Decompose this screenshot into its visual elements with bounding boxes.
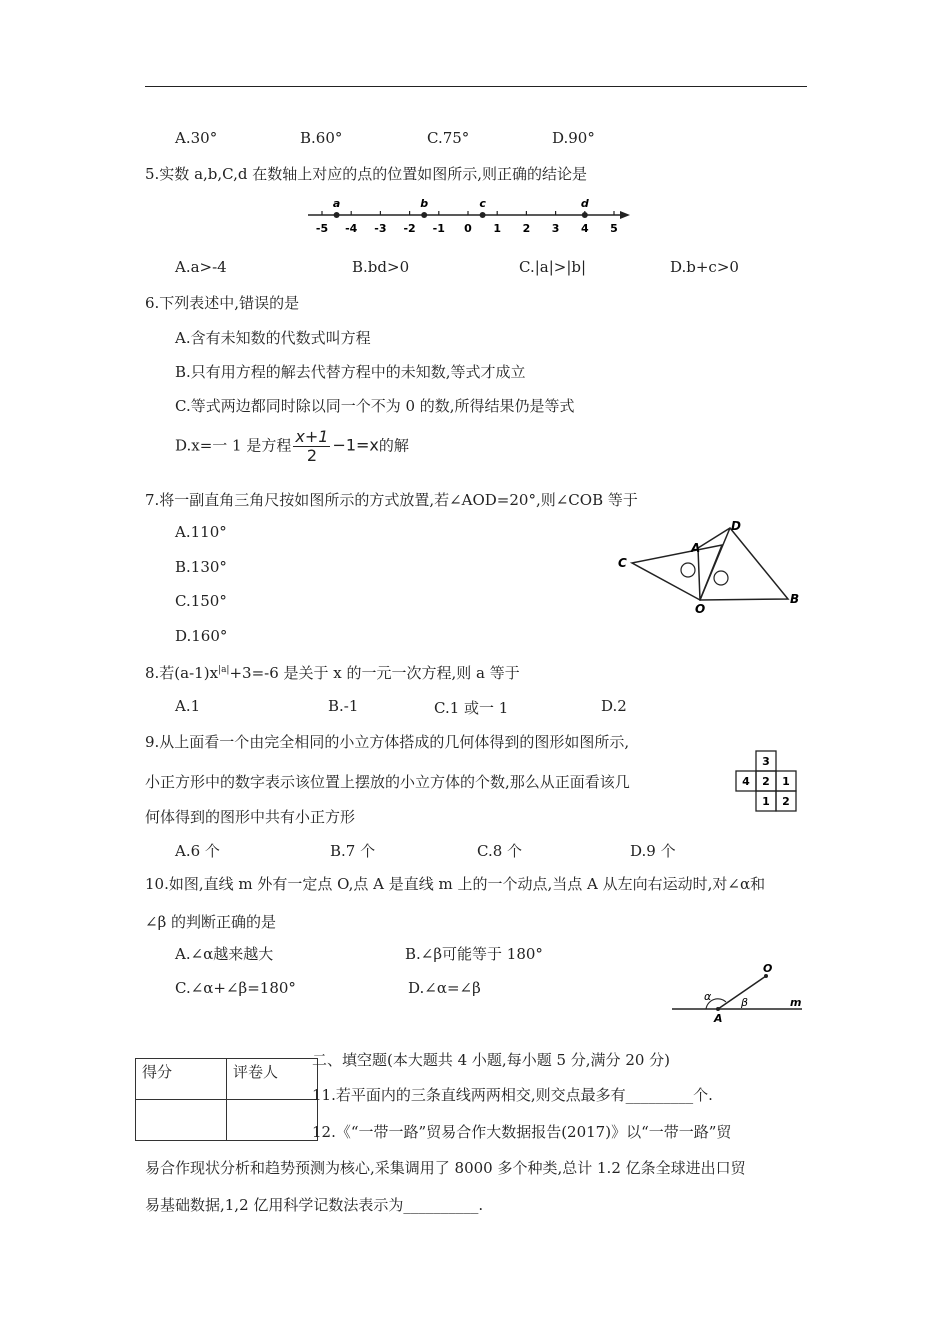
q7-triangle-2 xyxy=(698,528,788,600)
q10-line-1: 10.如图,直线 m 外有一定点 O,点 A 是直线 m 上的一个动点,当点 A 从左向右运动时,对∠α和 xyxy=(145,875,766,893)
q9-top-view-grid xyxy=(730,748,810,818)
q12-line-3: 易基础数据,1,2 亿用科学记数法表示为__________. xyxy=(145,1196,484,1214)
q7-triangles-figure xyxy=(610,515,810,615)
q5-tick-label: 2 xyxy=(522,222,531,235)
q10-option-d[interactable]: D.∠α=∠β xyxy=(408,979,481,997)
q12-line-2: 易合作现状分析和趋势预测为核心,采集调用了 8000 多个种类,总计 1.2 亿条全球进出口贸 xyxy=(145,1159,746,1177)
q8-stem-b: +3=-6 是关于 x 的一元一次方程,则 a 等于 xyxy=(229,664,520,682)
score-header: 得分 xyxy=(136,1059,227,1100)
q5-tick-label: 5 xyxy=(610,222,618,235)
q6-option-c[interactable]: C.等式两边都同时除以同一个不为 0 的数,所得结果仍是等式 xyxy=(175,397,575,415)
q5-tick-label: -3 xyxy=(374,222,387,235)
grader-header: 评卷人 xyxy=(227,1059,318,1100)
q5-tick-label: -2 xyxy=(403,222,416,235)
q5-tick-label: -1 xyxy=(432,222,445,235)
q8-option-c[interactable]: C.1 或一 1 xyxy=(434,699,509,717)
q9-cell-1: 1 xyxy=(782,775,790,788)
q8-option-a[interactable]: A.1 xyxy=(175,697,201,715)
q9-line-3: 何体得到的图形中共有小正方形 xyxy=(145,808,356,826)
q5-tick-label: 1 xyxy=(493,222,502,235)
q6-option-d-suffix: 的解 xyxy=(378,436,409,455)
q5-tick-label: 4 xyxy=(580,222,589,235)
q6-fraction-denominator: 2 xyxy=(306,446,317,465)
grader-cell[interactable] xyxy=(227,1100,318,1141)
q5-stem: 5.实数 a,b,C,d 在数轴上对应的点的位置如图所示,则正确的结论是 xyxy=(145,165,588,183)
q6-option-a[interactable]: A.含有未知数的代数式叫方程 xyxy=(175,329,371,347)
q5-number-line xyxy=(300,195,640,240)
q9-line-2: 小正方形中的数字表示该位置上摆放的小立方体的个数,那么从正面看该几 xyxy=(145,773,630,791)
q6-fraction xyxy=(293,428,330,465)
q4-option-a[interactable]: A.30° xyxy=(175,129,218,147)
q10-label-alpha: α xyxy=(704,990,712,1003)
q7-option-a[interactable]: A.110° xyxy=(175,523,227,541)
q5-point-label-c: c xyxy=(479,197,486,210)
q9-cell-4: 4 xyxy=(742,775,750,788)
q10-option-b[interactable]: B.∠β可能等于 180° xyxy=(405,945,543,963)
q4-option-b[interactable]: B.60° xyxy=(300,129,343,147)
q9-option-d[interactable]: D.9 个 xyxy=(630,842,676,860)
q5-tick-label: -4 xyxy=(345,222,358,235)
q12-line-1: 12.《“一带一路”贸易合作大数据报告(2017)》以“一带一路”贸 xyxy=(312,1123,732,1141)
q6-option-d-prefix: D.x=一 1 是方程 xyxy=(175,436,292,455)
q5-point-b xyxy=(421,212,427,218)
score-cell[interactable] xyxy=(136,1100,227,1141)
q8-exponent: |a| xyxy=(218,665,230,675)
header-rule xyxy=(145,86,807,87)
q10-label-o: O xyxy=(763,962,773,975)
q7-label-c: C xyxy=(618,556,627,570)
q6-option-d[interactable] xyxy=(175,428,409,465)
q10-angle-figure xyxy=(668,962,808,1024)
q7-label-b: B xyxy=(790,592,800,606)
q6-fraction-numerator: x+1 xyxy=(295,427,329,446)
q9-option-b[interactable]: B.7 个 xyxy=(330,842,376,860)
q6-equation-rest: −1=x xyxy=(332,435,379,455)
q10-label-beta: β xyxy=(741,996,749,1009)
q5-option-d[interactable]: D.b+c>0 xyxy=(670,258,739,276)
q5-option-b[interactable]: B.bd>0 xyxy=(352,258,410,276)
q9-line-1: 9.从上面看一个由完全相同的小立方体搭成的几何体得到的图形如图所示, xyxy=(145,733,630,751)
q5-option-c[interactable]: C.|a|>|b| xyxy=(519,258,587,276)
score-table xyxy=(135,1058,318,1141)
q5-point-d xyxy=(582,212,588,218)
q5-point-a xyxy=(334,212,340,218)
q11-text: 11.若平面内的三条直线两两相交,则交点最多有_________个. xyxy=(312,1086,713,1104)
q10-label-a: A xyxy=(714,1012,723,1024)
q5-tick-label: 3 xyxy=(551,222,560,235)
q9-cell-2b: 2 xyxy=(782,795,790,808)
q7-option-d[interactable]: D.160° xyxy=(175,627,228,645)
q7-label-o: O xyxy=(695,602,706,615)
q7-option-c[interactable]: C.150° xyxy=(175,592,227,610)
q5-point-label-d: d xyxy=(580,197,589,210)
q8-option-d[interactable]: D.2 xyxy=(601,697,627,715)
q7-stem: 7.将一副直角三角尺按如图所示的方式放置,若∠AOD=20°,则∠COB 等于 xyxy=(145,491,638,509)
q7-label-a: A xyxy=(691,541,701,555)
q9-cell-1b: 1 xyxy=(762,795,770,808)
q5-point-label-b: b xyxy=(420,197,429,210)
q10-option-c[interactable]: C.∠α+∠β=180° xyxy=(175,979,296,997)
q9-cell-2: 2 xyxy=(762,775,770,788)
q5-point-label-a: a xyxy=(332,197,341,210)
q9-cell-3: 3 xyxy=(762,755,770,768)
q8-stem-a: 8.若(a-1)x xyxy=(145,664,219,682)
q10-line-2: ∠β 的判断正确的是 xyxy=(145,913,277,931)
q5-tick-label: 0 xyxy=(464,222,472,235)
q5-option-a[interactable]: A.a>-4 xyxy=(175,258,227,276)
q4-option-c[interactable]: C.75° xyxy=(427,129,470,147)
q10-option-a[interactable]: A.∠α越来越大 xyxy=(175,945,274,963)
q8-stem xyxy=(145,662,520,683)
q5-tick-label: -5 xyxy=(315,222,329,235)
q6-stem: 6.下列表述中,错误的是 xyxy=(145,294,300,312)
q9-option-c[interactable]: C.8 个 xyxy=(477,842,523,860)
q7-triangle-1 xyxy=(632,545,722,600)
q8-option-b[interactable]: B.-1 xyxy=(328,697,359,715)
q4-option-d[interactable]: D.90° xyxy=(552,129,595,147)
q5-point-c xyxy=(480,212,486,218)
q7-label-d: D xyxy=(731,519,741,533)
q7-option-b[interactable]: B.130° xyxy=(175,558,227,576)
q6-option-b[interactable]: B.只有用方程的解去代替方程中的未知数,等式才成立 xyxy=(175,363,526,381)
q10-label-m: m xyxy=(790,996,802,1009)
q9-option-a[interactable]: A.6 个 xyxy=(175,842,220,860)
section2-title: 二、填空题(本大题共 4 小题,每小题 5 分,满分 20 分) xyxy=(312,1051,671,1069)
